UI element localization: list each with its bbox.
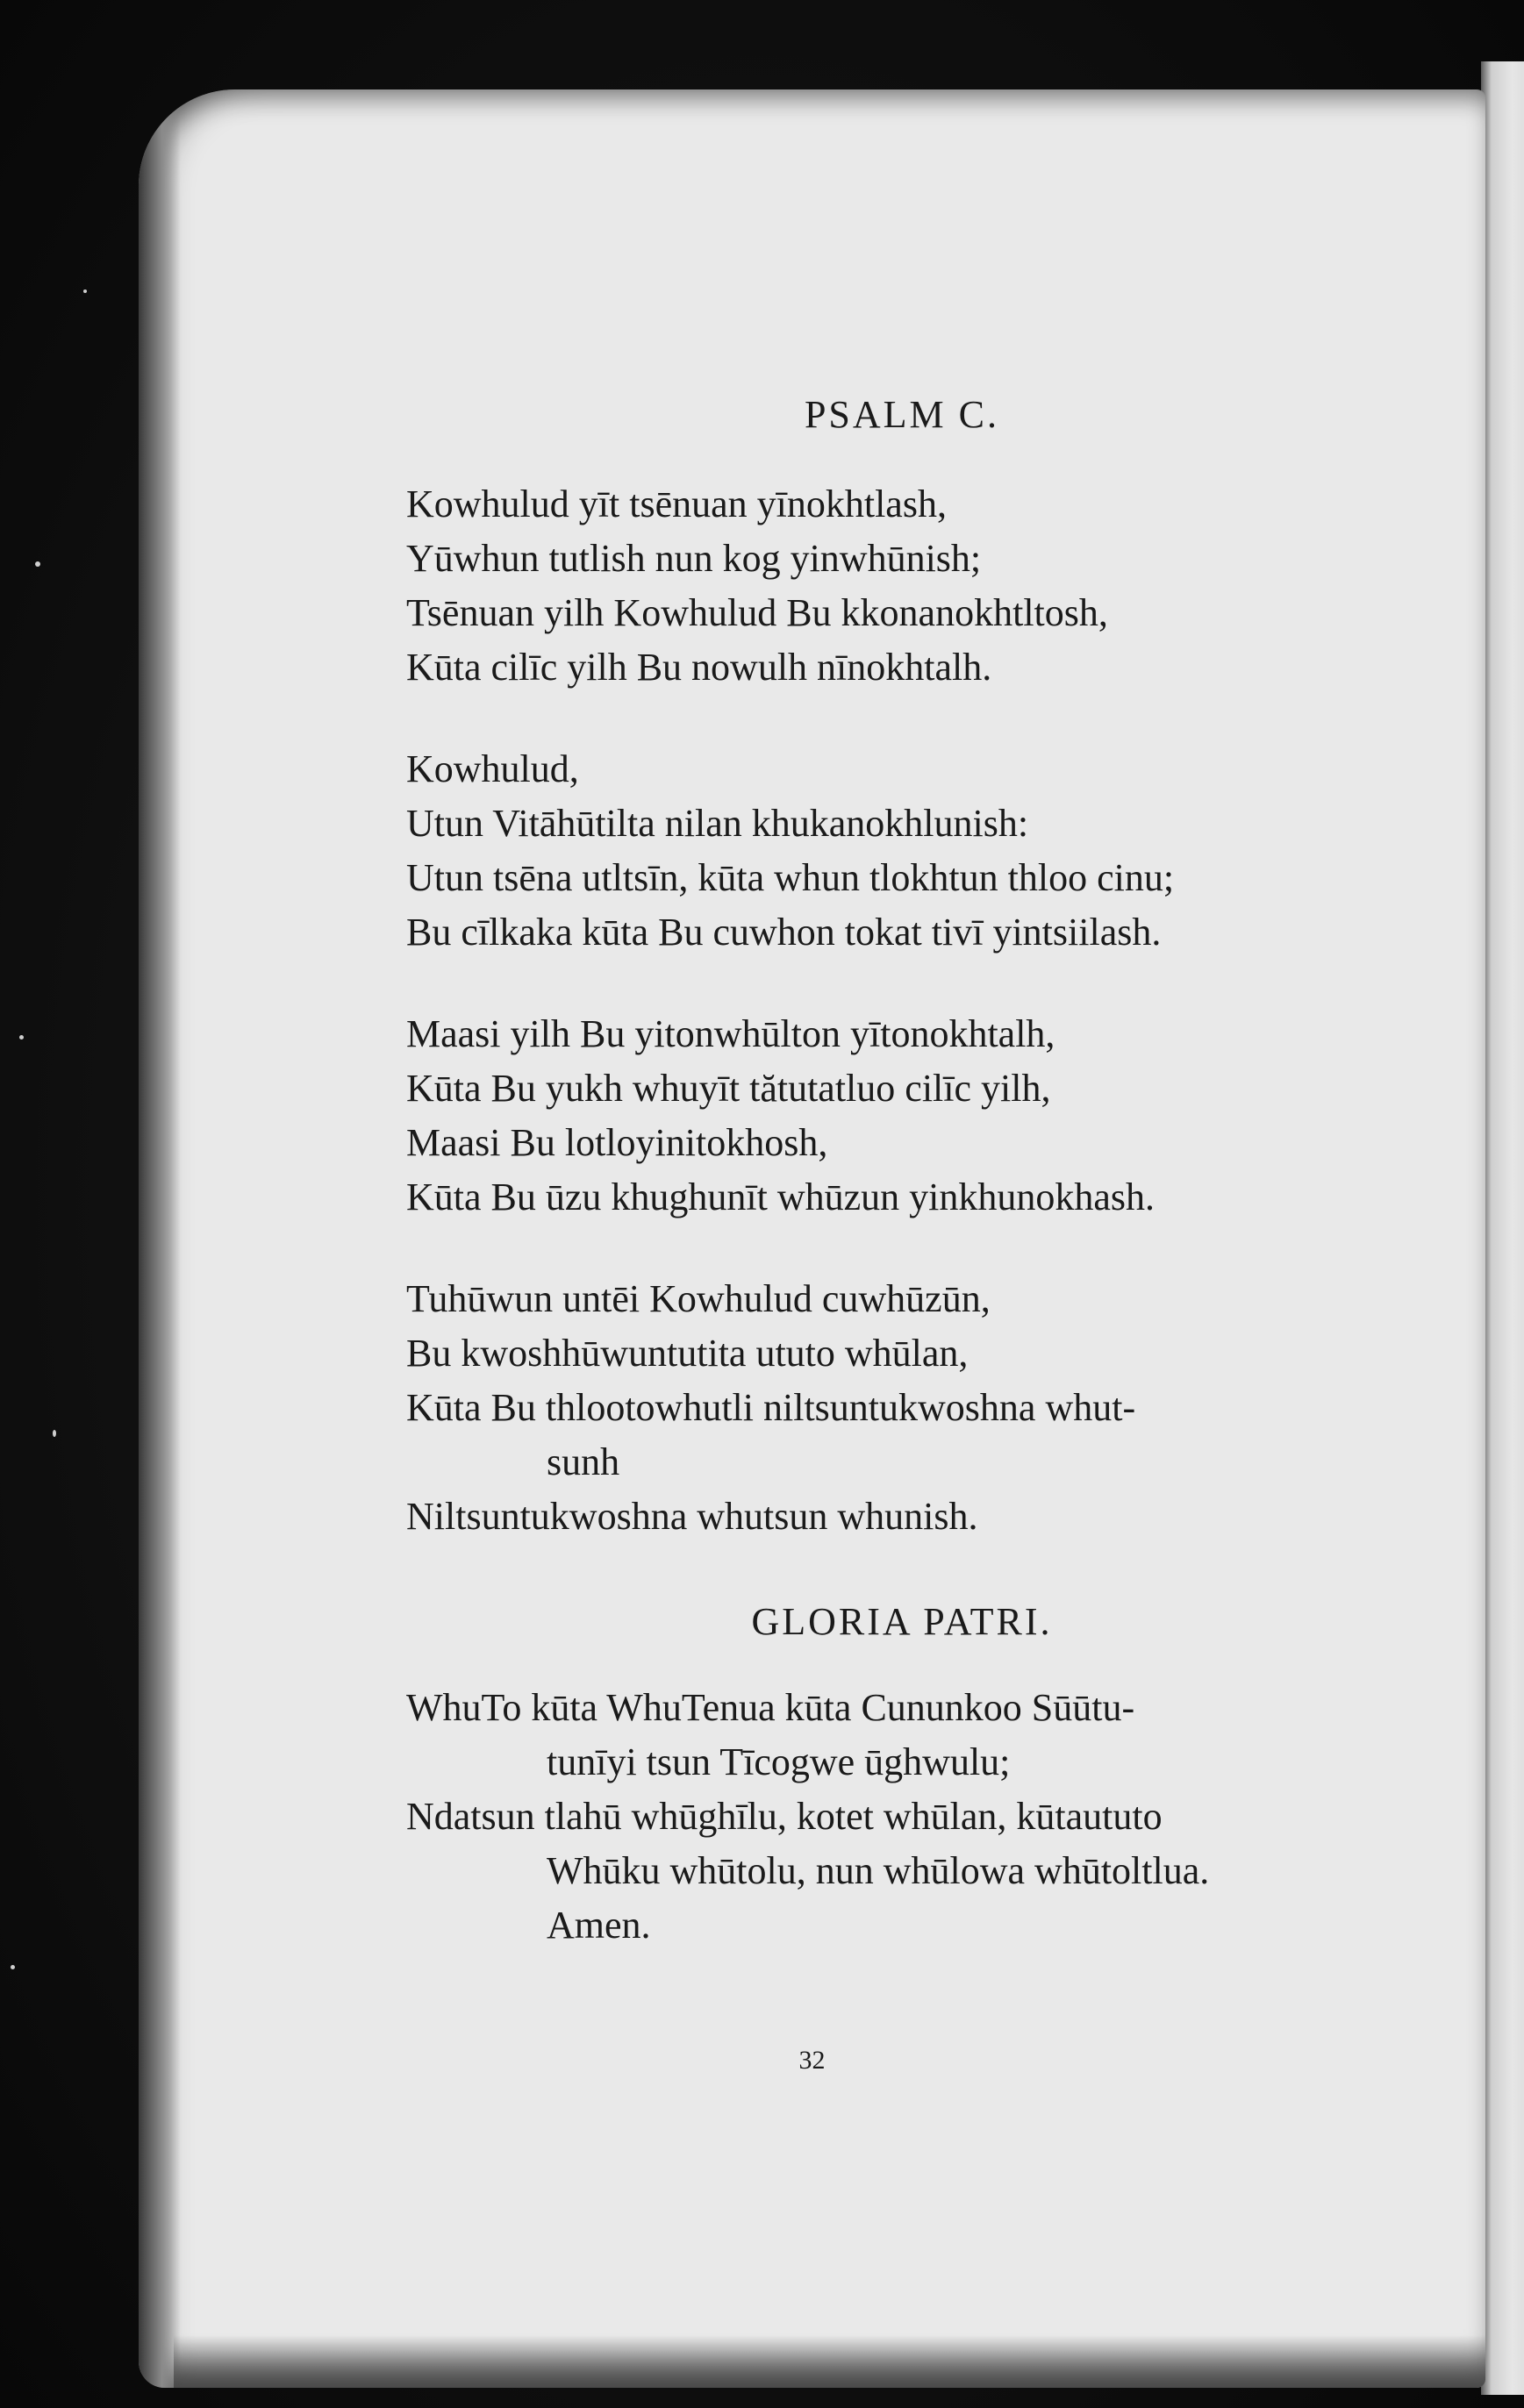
verse-line: Kowhulud, <box>406 747 579 790</box>
verse-line: Utun Vitāhūtilta nilan khukanokhlunish: <box>406 802 1029 845</box>
psalm-stanza-2 <box>406 742 1485 960</box>
verse-line: Kūta Bu thlootowhutli niltsuntukwoshna whut- <box>406 1386 1136 1429</box>
scan-speck <box>83 289 87 293</box>
gloria-line: WhuTo kūta WhuTenua kūta Cununkoo Sūūtu- <box>406 1686 1135 1729</box>
psalm-stanza-1 <box>406 477 1485 695</box>
book-page <box>139 89 1485 2388</box>
page-content <box>406 388 1485 1953</box>
scan-speck <box>35 561 40 567</box>
psalm-stanza-3 <box>406 1007 1485 1225</box>
page-number: 32 <box>798 2046 826 2075</box>
gloria-line-continuation: tunīyi tsun Tīcogwe ūghwulu; <box>547 1740 1011 1783</box>
gloria-line: Ndatsun tlahū whūghīlu, kotet whūlan, kūtaututo <box>406 1795 1163 1838</box>
verse-line: Kūta Bu yukh whuyīt tătutatluo cilīc yilh, <box>406 1067 1051 1110</box>
verse-line: Kowhulud yīt tsēnuan yīnokhtlash, <box>406 482 947 525</box>
gloria-title: GLORIA PATRI. <box>751 1600 1053 1643</box>
gloria-text <box>406 1681 1485 1953</box>
scan-speck <box>53 1430 56 1437</box>
verse-line: Niltsuntukwoshna whutsun whunish. <box>406 1495 978 1538</box>
verse-line: Kūta cilīc yilh Bu nowulh nīnokhtalh. <box>406 646 992 689</box>
scan-speck <box>11 1965 15 1969</box>
verse-line: Yūwhun tutlish nun kog yinwhūnish; <box>406 537 982 580</box>
verse-line: Maasi Bu lotloyinitokhosh, <box>406 1121 828 1164</box>
verse-line: Utun tsēna utltsīn, kūta whun tlokhtun thloo cinu; <box>406 856 1175 899</box>
verse-line-continuation: sunh <box>547 1440 620 1483</box>
verse-line: Tsēnuan yilh Kowhulud Bu kkonanokhtltosh, <box>406 591 1108 634</box>
verse-line: Kūta Bu ūzu khughunīt whūzun yinkhunokhash. <box>406 1175 1156 1218</box>
adjacent-page-edge <box>1481 61 1524 2395</box>
verse-line: Maasi yilh Bu yitonwhūlton yītonokhtalh, <box>406 1012 1055 1055</box>
psalm-stanza-4 <box>406 1272 1485 1544</box>
verse-line: Tuhūwun untēi Kowhulud cuwhūzūn, <box>406 1277 991 1320</box>
verse-line: Bu kwoshhūwuntutita ututo whūlan, <box>406 1332 969 1375</box>
scan-speck <box>19 1035 24 1040</box>
psalm-title: PSALM C. <box>804 393 1000 436</box>
verse-line: Bu cīlkaka kūta Bu cuwhon tokat tivī yintsiilash. <box>406 911 1162 954</box>
gloria-line-continuation: Whūku whūtolu, nun whūlowa whūtoltlua. <box>547 1849 1210 1892</box>
gloria-amen: Amen. <box>547 1904 651 1947</box>
